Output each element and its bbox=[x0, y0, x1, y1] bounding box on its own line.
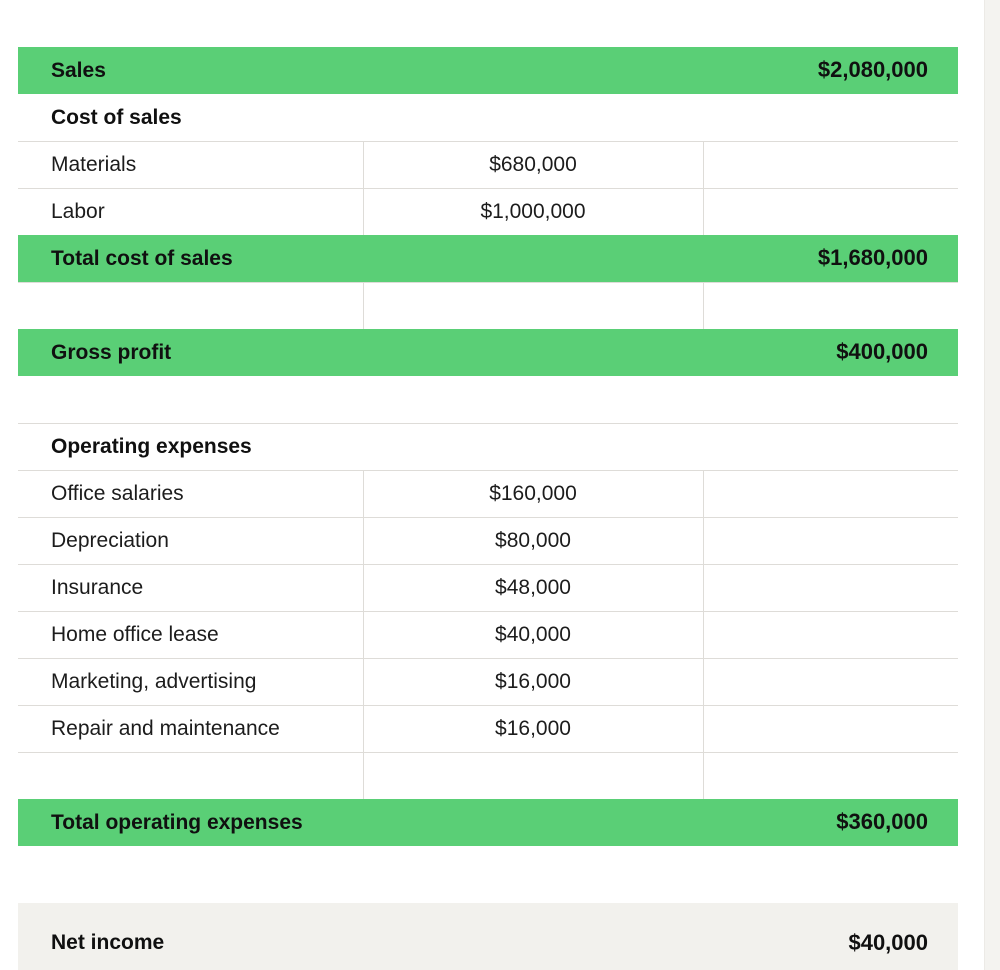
net-income-spacer-cell bbox=[363, 903, 703, 970]
total-row-spacer-cell bbox=[363, 235, 703, 282]
total-row bbox=[18, 235, 958, 282]
line-item-amount: $80,000 bbox=[363, 517, 703, 564]
line-item-row bbox=[18, 564, 958, 611]
spacer-cell-label bbox=[18, 752, 363, 799]
line-item-row bbox=[18, 141, 958, 188]
line-item-label: Labor bbox=[18, 188, 363, 235]
gap-cell bbox=[363, 0, 703, 47]
line-item-row bbox=[18, 470, 958, 517]
gap-cell bbox=[363, 846, 703, 903]
net-income-value: $40,000 bbox=[703, 903, 958, 970]
total-row-label: Total cost of sales bbox=[18, 235, 363, 282]
section-header-trailing-cell bbox=[703, 94, 958, 141]
line-item-row bbox=[18, 188, 958, 235]
line-item-row bbox=[18, 517, 958, 564]
gap-cell bbox=[18, 376, 363, 423]
line-item-row bbox=[18, 705, 958, 752]
total-row-value: $2,080,000 bbox=[703, 47, 958, 94]
section-header-spacer-cell bbox=[363, 423, 703, 470]
spacer-cell-subtotal bbox=[703, 282, 958, 329]
net-income-row bbox=[18, 903, 958, 970]
line-item-label: Home office lease bbox=[18, 611, 363, 658]
spacer-cell-amount bbox=[363, 282, 703, 329]
gap-row bbox=[18, 376, 958, 423]
gap-cell bbox=[18, 846, 363, 903]
line-item-amount: $16,000 bbox=[363, 658, 703, 705]
spacer-row bbox=[18, 282, 958, 329]
net-income-label: Net income bbox=[18, 903, 363, 970]
line-item-row bbox=[18, 611, 958, 658]
spacer-cell-label bbox=[18, 282, 363, 329]
section-header-row bbox=[18, 423, 958, 470]
top-spacer-row bbox=[18, 0, 958, 47]
income-statement-body bbox=[18, 0, 958, 970]
total-row bbox=[18, 329, 958, 376]
line-item-subtotal bbox=[703, 470, 958, 517]
line-item-label: Repair and maintenance bbox=[18, 705, 363, 752]
line-item-label: Office salaries bbox=[18, 470, 363, 517]
line-item-subtotal bbox=[703, 705, 958, 752]
line-item-subtotal bbox=[703, 611, 958, 658]
gap-cell bbox=[703, 376, 958, 423]
line-item-subtotal bbox=[703, 141, 958, 188]
line-item-amount: $16,000 bbox=[363, 705, 703, 752]
total-row-value: $1,680,000 bbox=[703, 235, 958, 282]
line-item-subtotal bbox=[703, 517, 958, 564]
line-item-amount: $160,000 bbox=[363, 470, 703, 517]
total-row-label: Total operating expenses bbox=[18, 799, 363, 846]
line-item-label: Insurance bbox=[18, 564, 363, 611]
line-item-amount: $48,000 bbox=[363, 564, 703, 611]
gap-cell bbox=[703, 846, 958, 903]
line-item-subtotal bbox=[703, 658, 958, 705]
section-header-label: Cost of sales bbox=[51, 105, 182, 129]
spacer-cell-subtotal bbox=[703, 752, 958, 799]
vertical-scrollbar[interactable] bbox=[984, 0, 1000, 970]
total-row-spacer-cell bbox=[363, 329, 703, 376]
section-header-spacer-cell bbox=[363, 94, 703, 141]
spacer-row bbox=[18, 752, 958, 799]
line-item-amount: $680,000 bbox=[363, 141, 703, 188]
total-row bbox=[18, 799, 958, 846]
line-item-row bbox=[18, 658, 958, 705]
line-item-label: Materials bbox=[18, 141, 363, 188]
spacer-cell-amount bbox=[363, 752, 703, 799]
line-item-subtotal bbox=[703, 188, 958, 235]
total-row bbox=[18, 47, 958, 94]
line-item-amount: $1,000,000 bbox=[363, 188, 703, 235]
line-item-amount: $40,000 bbox=[363, 611, 703, 658]
line-item-label: Marketing, advertising bbox=[18, 658, 363, 705]
gap-row bbox=[18, 846, 958, 903]
gap-cell bbox=[703, 0, 958, 47]
total-row-value: $360,000 bbox=[703, 799, 958, 846]
total-row-spacer-cell bbox=[363, 799, 703, 846]
total-row-spacer-cell bbox=[363, 47, 703, 94]
total-row-label: Sales bbox=[18, 47, 363, 94]
section-header-trailing-cell bbox=[703, 423, 958, 470]
line-item-label: Depreciation bbox=[18, 517, 363, 564]
gap-cell bbox=[363, 376, 703, 423]
gap-cell bbox=[18, 0, 363, 47]
section-header-label: Operating expenses bbox=[18, 423, 363, 470]
total-row-value: $400,000 bbox=[703, 329, 958, 376]
total-row-label: Gross profit bbox=[18, 329, 363, 376]
income-statement-table bbox=[18, 0, 958, 970]
line-item-subtotal bbox=[703, 564, 958, 611]
section-header-row bbox=[18, 94, 958, 141]
